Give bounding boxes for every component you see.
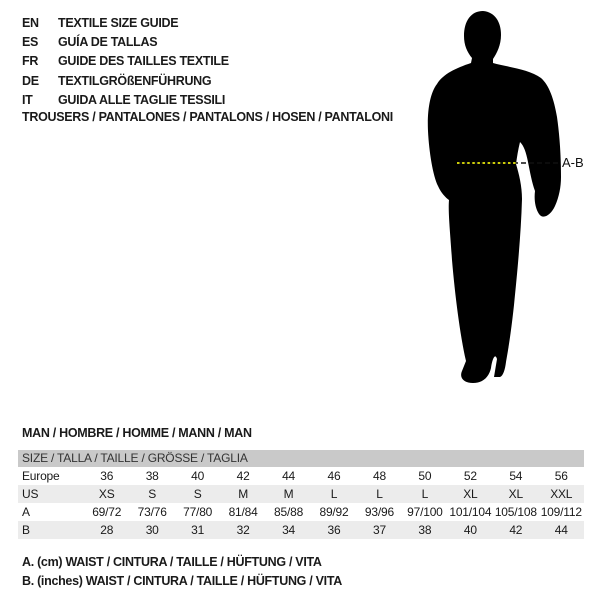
table-row-b-inches [18,521,584,539]
language-title: TEXTILGRÖßENFÜHRUNG [58,73,212,88]
language-title: GUÍA DE TALLAS [58,35,158,50]
table-cell: 73/76 [137,505,167,519]
table-cell: 93/96 [364,505,394,519]
table-cell: 44 [282,469,296,483]
table-cell: 77/80 [183,505,213,519]
table-cell: 32 [236,523,250,537]
table-cell: 28 [100,523,114,537]
table-cell: XS [98,487,115,501]
row-label: B [22,523,30,537]
table-cell: 40 [463,523,477,537]
table-cell: 56 [554,469,568,483]
table-cell: 69/72 [92,505,122,519]
table-cell: 44 [554,523,568,537]
table-cell: 81/84 [228,505,258,519]
language-row-it [22,91,229,110]
table-cell: 38 [145,469,159,483]
table-cell: XXL [550,487,573,501]
table-cell: 42 [509,523,523,537]
table-cell: 89/92 [319,505,349,519]
table-cell: S [193,487,202,501]
table-cell: 50 [418,469,432,483]
table-cell: 85/88 [274,505,304,519]
language-row-de [22,71,229,90]
language-title: GUIDA ALLE TAGLIE TESSILI [58,93,226,108]
section-heading: MAN / HOMBRE / HOMME / MANN / MAN [22,426,252,440]
row-label: Europe [22,469,60,483]
language-code: FR [22,54,39,69]
language-code: EN [22,15,39,30]
language-row-en [22,13,229,32]
man-silhouette-svg [410,0,600,410]
table-cell: M [238,487,248,501]
language-code: DE [22,73,39,88]
table-cell: 37 [372,523,386,537]
table-cell: 40 [191,469,205,483]
table-cell: 54 [509,469,523,483]
table-cell: S [148,487,157,501]
table-cell: 109/112 [540,505,582,519]
table-row-us [18,485,584,503]
table-cell: 38 [418,523,432,537]
footnote-a: A. (cm) WAIST / CINTURA / TAILLE / HÜFTUNG / VITA [22,555,322,569]
table-cell: L [330,487,338,501]
footnote-b: B. (inches) WAIST / CINTURA / TAILLE / HÜFTUNG / VITA [22,574,342,588]
language-code: IT [22,93,33,108]
table-cell: 52 [463,469,477,483]
product-heading: TROUSERS / PANTALONES / PANTALONS / HOSEN / PANTALONI [22,110,393,124]
language-row-fr [22,52,229,71]
table-cell: XL [463,487,478,501]
table-cell: 36 [100,469,114,483]
table-cell: 105/108 [494,505,537,519]
table-cell: XL [508,487,523,501]
table-cell: L [376,487,383,501]
language-row-es [22,32,229,51]
man-silhouette-figure [410,0,600,410]
table-cell: 31 [191,523,205,537]
table-cell: 36 [327,523,341,537]
size-table [18,450,584,539]
table-row-a-cm [18,503,584,521]
table-cell: 48 [372,469,386,483]
table-cell: 30 [145,523,159,537]
language-list [22,13,229,110]
size-table-header: SIZE / TALLA / TAILLE / GRÖSSE / TAGLIA [18,450,584,467]
table-cell: L [421,487,429,501]
waist-measure-label: A-B [562,155,584,170]
table-cell: 101/104 [449,505,492,519]
table-cell: 46 [327,469,341,483]
language-title: GUIDE DES TAILLES TEXTILE [58,54,229,69]
row-label: A [22,505,30,519]
table-row-europe [18,467,584,485]
man-silhouette-shape [428,11,561,383]
table-cell: 97/100 [407,505,443,519]
row-label: US [22,487,39,501]
table-cell: 34 [282,523,296,537]
table-cell: M [283,487,294,501]
table-cell: 42 [236,469,250,483]
language-code: ES [22,35,39,50]
language-title: TEXTILE SIZE GUIDE [58,15,179,30]
footnotes [22,553,342,591]
